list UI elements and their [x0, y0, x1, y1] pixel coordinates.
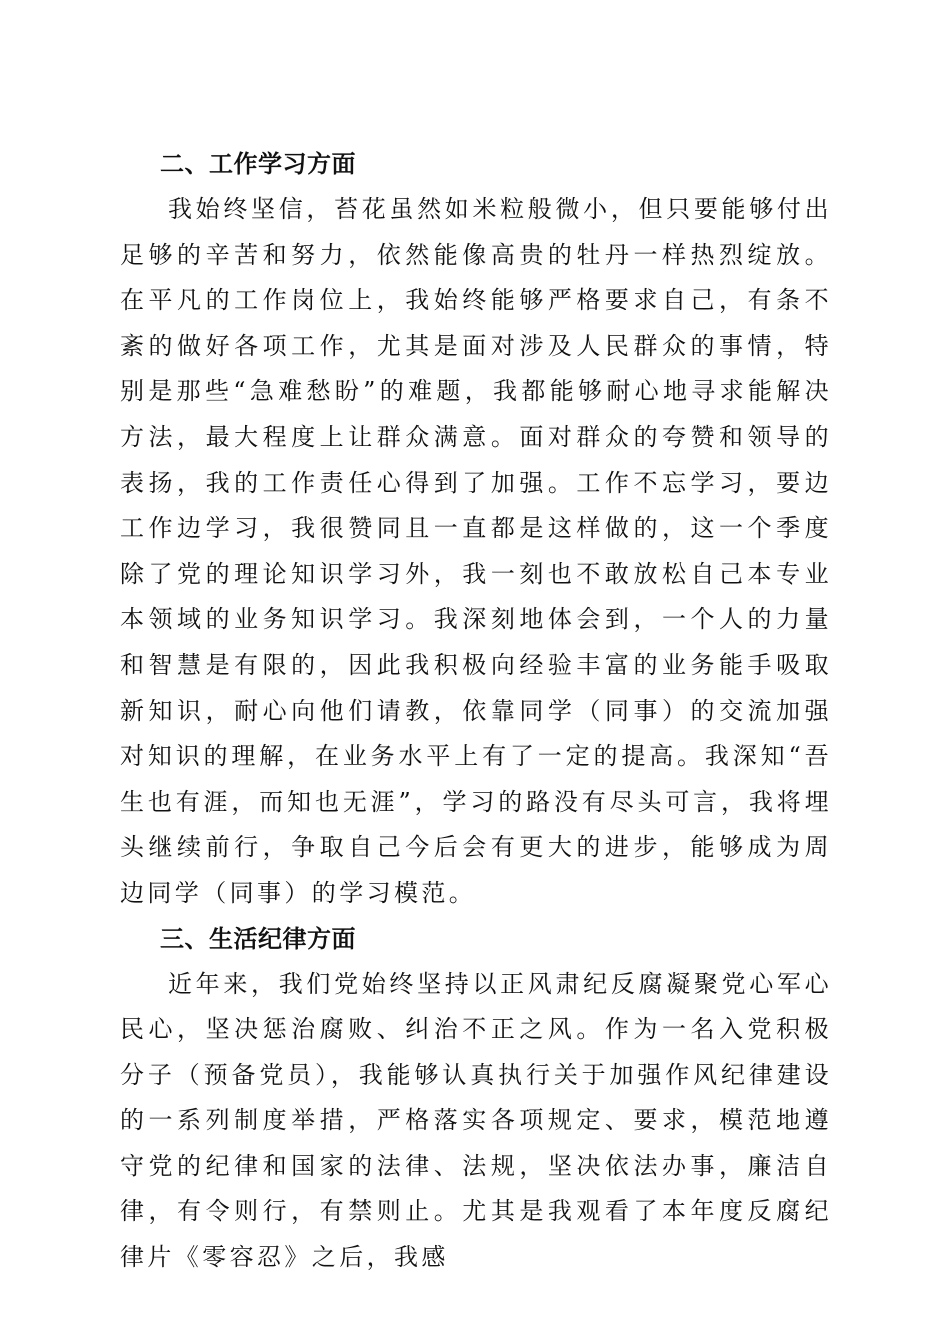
section-paragraph-work-study: 我始终坚信，苔花虽然如米粒般微小，但只要能够付出足够的辛苦和努力，依然能像高贵的牡丹一样热烈绽放。在平凡的工作岗位上，我始终能够严格要求自己，有条不紊的做好各项工作，尤其是面对涉及人民群众的事情，特别是那些“急难愁盼”的难题，我都能够耐心地寻求能解决方法，最大程度上让群众满意。面对群众的夸赞和领导的表扬，我的工作责任心得到了加强。工作不忘学习，要边工作边学习，我很赞同且一直都是这样做的，这一个季度除了党的理论知识学习外，我一刻也不敢放松自己本专业本领域的业务知识学习。我深刻地体会到，一个人的力量和智慧是有限的，因此我积极向经验丰富的业务能手吸取新知识，耐心向他们请教，依靠同学（同事）的交流加强对知识的理解，在业务水平上有了一定的提高。我深知“吾生也有涯，而知也无涯”，学习的路没有尽头可言，我将埋头继续前行，争取自己今后会有更大的进步，能够成为周边同学（同事）的学习模范。: [120, 195, 832, 907]
section-paragraph-life-discipline: 近年来，我们党始终坚持以正风肃纪反腐凝聚党心军心民心，坚决惩治腐败、纠治不正之风。作为一名入党积极分子（预备党员），我能够认真执行关于加强作风纪律建设的一系列制度举措，严格落实各项规定、要求，模范地遵守党的纪律和国家的法律、法规，坚决依法办事，廉洁自律，有令则行，有禁则止。尤其是我观看了本年度反腐纪律片《零容忍》之后，我感: [120, 969, 832, 1272]
section-heading-life-discipline: 三、生活纪律方面: [160, 924, 356, 953]
document-body: [120, 142, 832, 1281]
section-heading-work-study: 二、工作学习方面: [160, 150, 356, 178]
